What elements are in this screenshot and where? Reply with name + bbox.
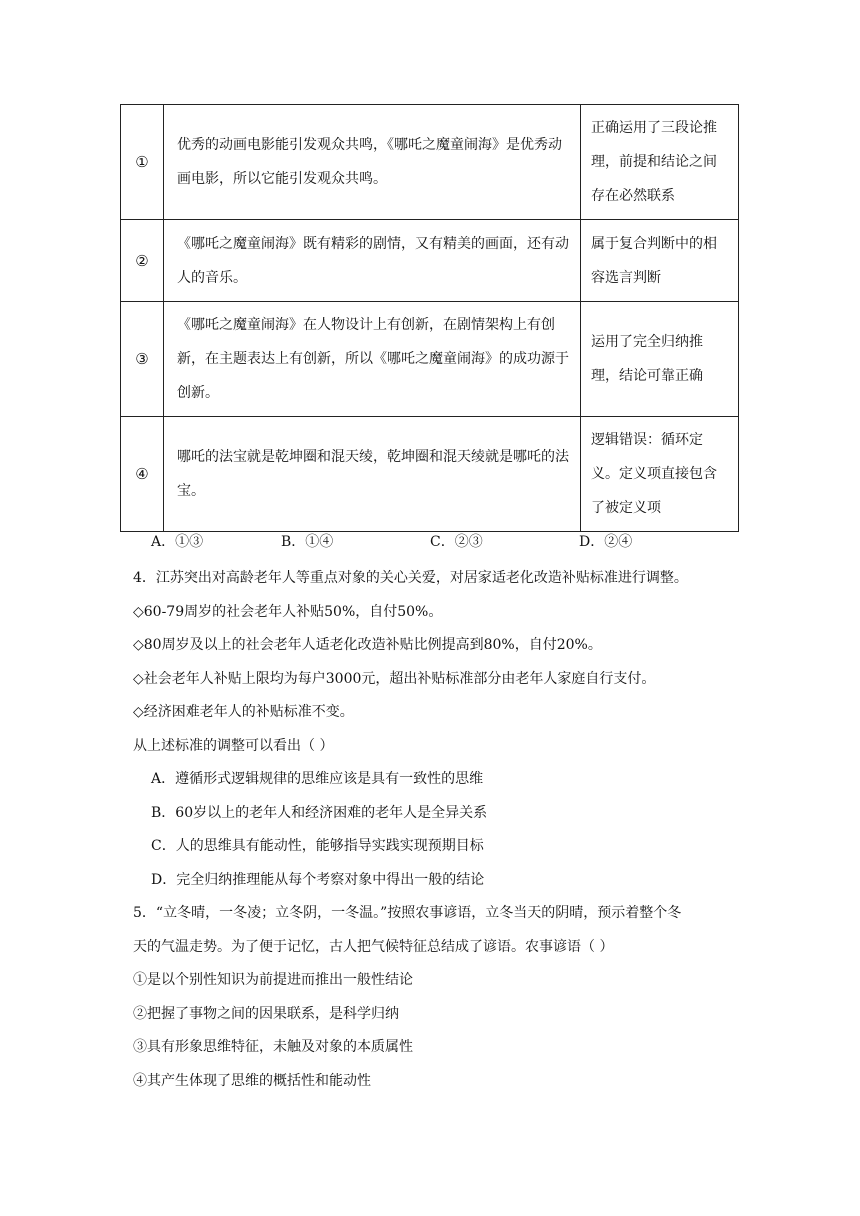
row-number: ① [121,105,164,220]
question5-item: ②把握了事物之间的因果联系，是科学归纳 [133,1006,399,1022]
option-d: D．②④ [579,534,633,550]
question3-table [120,104,739,532]
question4-option-d: D．完全归纳推理能从每个考察对象中得出一般的结论 [151,872,485,888]
question4-question: 从上述标准的调整可以看出（ ） [133,738,334,754]
question5-stem-line1: 5．“立冬晴，一冬凌；立冬阴，一冬温。”按照农事谚语，立冬当天的阴晴，预示着整个冬 [133,905,682,921]
table-row [121,417,739,532]
row-number: ④ [121,417,164,532]
question5-stem-line2: 天的气温走势。为了便于记忆，古人把气候特征总结成了谚语。农事谚语（ ） [133,939,614,955]
question4-option-b: B．60岁以上的老年人和经济困难的老年人是全异关系 [151,805,488,821]
option-c: C．②③ [430,534,483,550]
statement-cell: 哪吒的法宝就是乾坤圈和混天绫，乾坤圈和混天绫就是哪吒的法宝。 [164,417,581,532]
option-b: B．①④ [281,534,334,550]
table-row [121,302,739,417]
question4-item: ◇经济困难老年人的补贴标准不变。 [133,704,354,720]
option-a: A．①③ [151,534,204,550]
question4-option-a: A．遵循形式逻辑规律的思维应该是具有一致性的思维 [151,771,484,787]
judgment-cell: 运用了完全归纳推理，结论可靠正确 [581,302,739,417]
question4-item: ◇60-79周岁的社会老年人补贴50%，自付50%。 [133,604,443,620]
row-number: ② [121,220,164,302]
question5-item: ④其产生体现了思维的概括性和能动性 [133,1073,371,1089]
table-row [121,220,739,302]
statement-cell: 《哪吒之魔童闹海》既有精彩的剧情，又有精美的画面，还有动人的音乐。 [164,220,581,302]
statement-cell: 《哪吒之魔童闹海》在人物设计上有创新，在剧情架构上有创新，在主题表达上有创新，所以《哪吒之魔童闹海》的成功源于创新。 [164,302,581,417]
question4-item: ◇社会老年人补贴上限均为每户3000元，超出补贴标准部分由老年人家庭自行支付。 [133,671,656,687]
row-number: ③ [121,302,164,417]
judgment-cell: 正确运用了三段论推理，前提和结论之间存在必然联系 [581,105,739,220]
question4-item: ◇80周岁及以上的社会老年人适老化改造补贴比例提高到80%，自付20%。 [133,637,602,653]
question4-option-c: C．人的思维具有能动性，能够指导实践实现预期目标 [151,838,484,854]
statement-cell: 优秀的动画电影能引发观众共鸣，《哪吒之魔童闹海》是优秀动画电影，所以它能引发观众共鸣。 [164,105,581,220]
judgment-cell: 逻辑错误：循环定义。定义项直接包含了被定义项 [581,417,739,532]
question5-item: ③具有形象思维特征，未触及对象的本质属性 [133,1039,413,1055]
table-row [121,105,739,220]
question4-stem: 4．江苏突出对高龄老年人等重点对象的关心关爱，对居家适老化改造补贴标准进行调整。 [133,570,688,586]
judgment-cell: 属于复合判断中的相容选言判断 [581,220,739,302]
question5-item: ①是以个别性知识为前提进而推出一般性结论 [133,972,413,988]
